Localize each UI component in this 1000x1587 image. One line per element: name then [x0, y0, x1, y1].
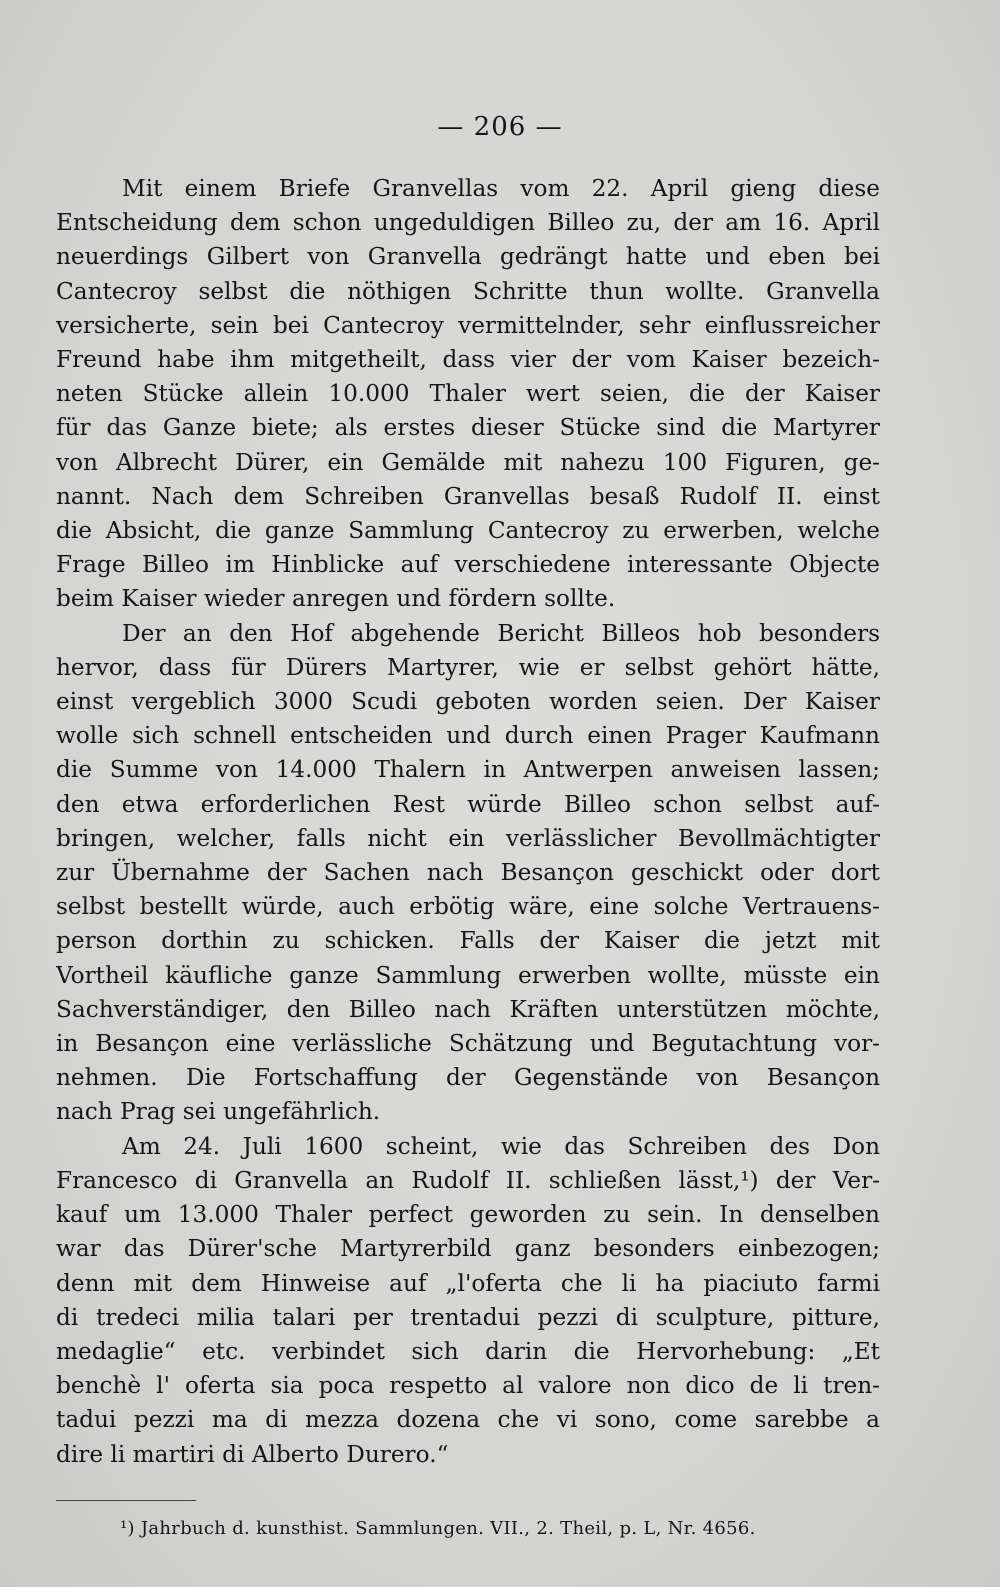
paragraph-1 — [56, 172, 880, 617]
text-line: person dorthin zu schicken. Falls der Kaiser die jetzt mit — [56, 927, 880, 955]
text-line: Am 24. Juli 1600 scheint, wie das Schreiben des Don — [122, 1132, 880, 1160]
page-number: — 206 — — [437, 112, 563, 142]
text-line: Francesco di Granvella an Rudolf II. schließen lässt,¹) der Ver- — [56, 1166, 880, 1194]
text-line: in Besançon eine verlässliche Schätzung und Begutachtung vor- — [56, 1030, 880, 1058]
paragraph-2 — [56, 617, 880, 1130]
text-line: Freund habe ihm mitgetheilt, dass vier der vom Kaiser bezeich- — [56, 346, 880, 374]
text-line: Sachverständiger, den Billeo nach Kräften unterstützen möchte, — [56, 995, 880, 1023]
text-line: kauf um 13.000 Thaler perfect geworden zu sein. In denselben — [56, 1201, 880, 1229]
text-line: denn mit dem Hinweise auf „l'oferta che li ha piaciuto farmi — [56, 1269, 880, 1297]
text-line: nannt. Nach dem Schreiben Granvellas besaß Rudolf II. einst — [56, 482, 880, 510]
text-line: die Absicht, die ganze Sammlung Cantecroy zu erwerben, welche — [56, 517, 880, 545]
text-line: neten Stücke allein 10.000 Thaler wert seien, die der Kaiser — [56, 380, 880, 408]
text-line: versicherte, sein bei Cantecroy vermittelnder, sehr einflussreicher — [56, 311, 880, 339]
text-line: einst vergeblich 3000 Scudi geboten worden seien. Der Kaiser — [56, 688, 880, 716]
text-line: beim Kaiser wieder anregen und fördern sollte. — [56, 585, 616, 613]
text-line: für das Ganze biete; als erstes dieser Stücke sind die Martyrer — [56, 414, 880, 442]
footnote: ¹) Jahrbuch d. kunsthist. Sammlungen. VII., 2. Theil, p. L, Nr. 4656. — [120, 1518, 756, 1539]
text-line: Vortheil käufliche ganze Sammlung erwerben wollte, müsste ein — [56, 961, 880, 989]
text-line: die Summe von 14.000 Thalern in Antwerpen anweisen lassen; — [56, 756, 880, 784]
text-line: dire li martiri di Alberto Durero.“ — [56, 1440, 449, 1468]
text-line: bringen, welcher, falls nicht ein verlässlicher Bevollmächtigter — [56, 824, 880, 852]
text-line: di tredeci milia talari per trentadui pezzi di sculpture, pitture, — [56, 1303, 880, 1331]
text-line: wolle sich schnell entscheiden und durch einen Prager Kaufmann — [56, 722, 880, 750]
text-line: Mit einem Briefe Granvellas vom 22. April gieng diese — [122, 175, 880, 202]
text-line: nehmen. Die Fortschaffung der Gegenstände von Besançon — [56, 1064, 880, 1092]
text-line: von Albrecht Dürer, ein Gemälde mit nahezu 100 Figuren, ge- — [56, 448, 880, 476]
text-line: Entscheidung dem schon ungeduldigen Billeo zu, der am 16. April — [56, 209, 880, 237]
text-line: war das Dürer'sche Martyrerbild ganz besonders einbezogen; — [56, 1235, 880, 1263]
text-line: benchè l' oferta sia poca respetto al valore non dico de li tren- — [56, 1372, 880, 1400]
body-text — [56, 172, 880, 1472]
paragraph-3 — [56, 1130, 880, 1472]
text-line: zur Übernahme der Sachen nach Besançon geschickt oder dort — [56, 859, 880, 887]
text-line: selbst bestellt würde, auch erbötig wäre, eine solche Vertrauens- — [56, 893, 880, 921]
text-line: Cantecroy selbst die nöthigen Schritte thun wollte. Granvella — [56, 277, 880, 305]
text-line: nach Prag sei ungefährlich. — [56, 1098, 381, 1126]
text-line: Frage Billeo im Hinblicke auf verschiedene interessante Objecte — [56, 551, 880, 579]
text-line: neuerdings Gilbert von Granvella gedrängt hatte und eben bei — [56, 243, 880, 271]
text-line: Der an den Hof abgehende Bericht Billeos hob besonders — [122, 619, 880, 647]
footnote-rule — [56, 1500, 196, 1501]
text-line: medaglie“ etc. verbindet sich darin die Hervorhebung: „Et — [56, 1337, 880, 1365]
text-line: den etwa erforderlichen Rest würde Billeo schon selbst auf- — [56, 790, 880, 818]
text-line: tadui pezzi ma di mezza dozena che vi sono, come sarebbe a — [56, 1406, 880, 1434]
text-line: hervor, dass für Dürers Martyrer, wie er selbst gehört hätte, — [56, 653, 880, 681]
